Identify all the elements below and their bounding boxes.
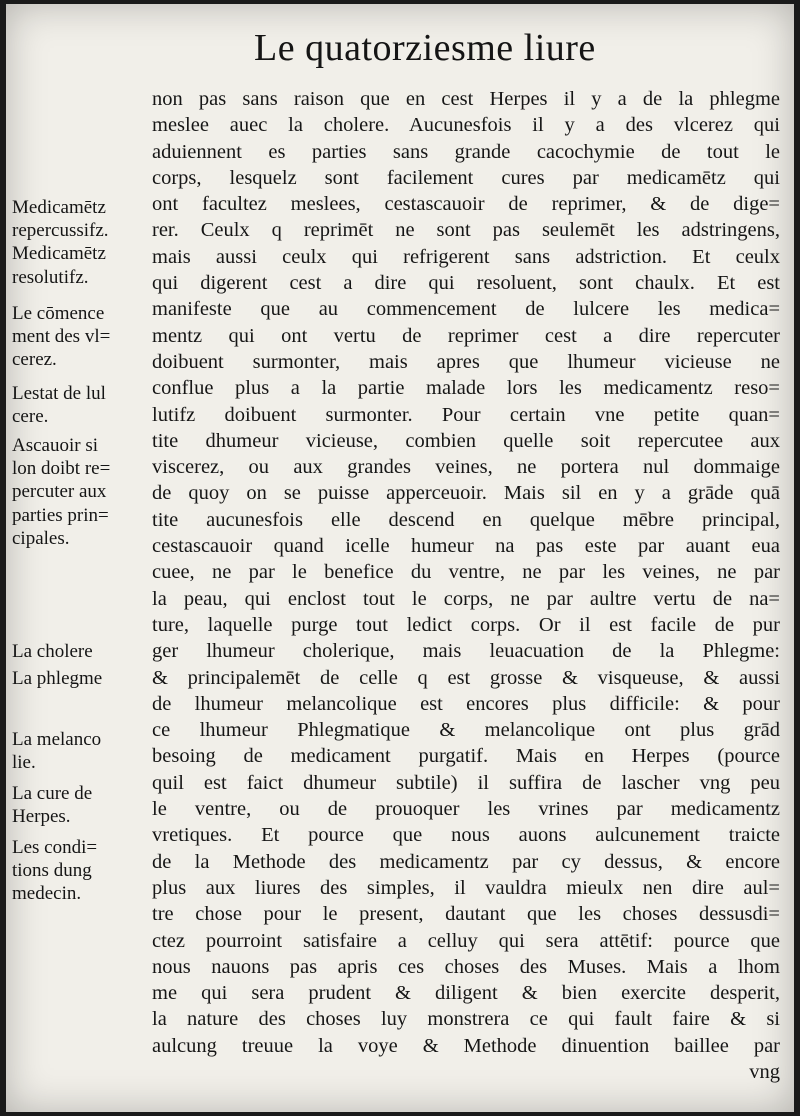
text-line: nous nauons pas apris ces choses des Muses. Mais a lhom	[152, 955, 780, 978]
text-line: la peau, qui enclost tout le corps, ne par aultre vertu de na=	[152, 587, 780, 610]
margin-note-melancolie	[12, 728, 152, 774]
text-line: non pas sans raison que en cest Herpes il y a de la phlegme	[152, 88, 780, 110]
text-line: tite aucunesfois elle descend en quelque mēbre principal,	[152, 508, 780, 531]
text-line: viscerez, ou aux grandes veines, ne portera nul dommaige	[152, 456, 780, 479]
text-line: de quoy on se puisse apperceuoir. Mais sil en y a grāde quā	[152, 482, 780, 505]
running-header: Le quatorziesme liure	[254, 27, 596, 69]
margin-note-estat-ulcere	[12, 382, 152, 428]
text-line: cestascauoir quand icelle humeur na pas este par auant eua	[152, 535, 780, 558]
text-line: le ventre, ou de prouoquer les vrines par medicamentz	[152, 798, 780, 821]
text-line: de la Methode des medicamentz par cy dessus, & encore	[152, 850, 780, 873]
margin-note-line: parties prin=	[12, 504, 109, 526]
text-line: cuee, ne par le benefice du ventre, ne par les veines, ne par	[152, 561, 780, 584]
margin-note-repercuter	[12, 434, 152, 550]
margin-note-line: medecin.	[12, 883, 82, 905]
margin-note-cholere	[12, 640, 152, 663]
margin-note-line: Le cōmence	[12, 303, 105, 324]
margin-note-line: La melanco	[12, 729, 102, 750]
text-line: tre chose pour le present, dautant que les choses dessusdi=	[152, 903, 780, 926]
text-line: tite dhumeur vicieuse, combien quelle soit repercutee aux	[152, 429, 780, 452]
text-line: vng	[749, 1060, 780, 1083]
margin-note-phlegme	[12, 667, 152, 690]
text-line: plus aux liures des simples, il vauldra mieulx nen dire aul=	[152, 876, 780, 899]
text-line: ce lhumeur Phlegmatique & melancolique ont plus grād	[152, 719, 780, 742]
text-line: ture, laquelle purge tout ledict corps. Or il est facile de pur	[152, 613, 780, 636]
text-line: meslee auec la cholere. Aucunesfois il y a des vlcerez qui	[152, 114, 780, 137]
text-line: quil est faict dhumeur subtile) il suffira de lascher vng peu	[152, 771, 780, 794]
margin-note-line: cipales.	[12, 527, 70, 549]
text-line: me qui sera prudent & diligent & bien exercite desperit,	[152, 982, 780, 1005]
margin-note-line: lie.	[12, 752, 36, 774]
text-line: de lhumeur melancolique est encores plus difficile: & pour	[152, 692, 780, 715]
text-line: rer. Ceulx q reprimēt ne sont pas seulemēt les adstringens,	[152, 219, 780, 242]
margin-note-commencement	[12, 302, 152, 372]
text-line: conflue plus a la partie malade lors les medicamentz reso=	[152, 377, 780, 400]
text-line: corps, lesquelz sont facilement cures par medicamētz qui	[152, 166, 780, 189]
margin-note-medicaments	[12, 196, 152, 289]
text-line: ont facultez meslees, cestascauoir de reprimer, & de dige=	[152, 193, 780, 216]
text-line: qui digerent cest a dire qui resoluent, sont chaulx. Et est	[152, 272, 780, 295]
text-line: & principalemēt de celle q est grosse & visqueuse, & aussi	[152, 666, 780, 689]
margin-note-line: cere.	[12, 406, 49, 428]
text-line: la nature des choses luy monstrera ce qui fault faire & si	[152, 1008, 780, 1031]
text-line: aduiennent es parties sans grande cacochymie de tout le	[152, 140, 780, 163]
margin-note-line: cerez.	[12, 349, 57, 371]
margin-note-line: repercussifz.	[12, 220, 109, 242]
margin-note-line: Lestat de lul	[12, 383, 106, 404]
text-line: mentz qui ont vertu de reprimer cest a dire repercuter	[152, 324, 780, 347]
text-line: ger lhumeur cholerique, mais leuacuation de la Phlegme:	[152, 640, 780, 663]
margin-note-line: La cholere	[12, 641, 93, 662]
text-line: doibuent surmonter, mais apres que lhumeur vicieuse ne	[152, 350, 780, 373]
margin-note-cure-herpes	[12, 782, 152, 828]
margin-note-medecin	[12, 836, 152, 906]
text-line: ctez pourroint satisfaire a celluy qui sera attētif: pource que	[152, 929, 780, 952]
text-line: mais aussi ceulx qui refrigerent sans adstriction. Et ceulx	[152, 245, 780, 268]
margin-note-line: La phlegme	[12, 668, 103, 689]
text-line: besoing de medicament purgatif. Mais en Herpes (pource	[152, 745, 780, 768]
margin-note-line: percuter aux	[12, 481, 107, 503]
margin-note-line: Medicamētz	[12, 243, 106, 265]
margin-note-line: Les condi=	[12, 837, 98, 858]
margin-note-line: lon doibt re=	[12, 458, 111, 480]
margin-note-line: Ascauoir si	[12, 435, 99, 456]
margin-note-line: resolutifz.	[12, 266, 89, 288]
text-line: lutifz doibuent surmonter. Pour certain vne petite quan=	[152, 403, 780, 426]
text-line: manifeste que au commencement de lulcere les medica=	[152, 298, 780, 321]
text-line: aulcung treuue la voye & Methode dinuention baillee par	[152, 1034, 780, 1057]
margin-note-line: tions dung	[12, 860, 92, 882]
body-text	[152, 86, 780, 1085]
margin-note-line: La cure de	[12, 783, 93, 804]
margin-note-line: Medicamētz	[12, 197, 106, 218]
margin-note-line: ment des vl=	[12, 326, 111, 348]
book-page	[6, 4, 794, 1112]
margin-note-line: Herpes.	[12, 806, 71, 828]
text-line: vretiques. Et pource que nous auons aulcunement traicte	[152, 824, 780, 847]
